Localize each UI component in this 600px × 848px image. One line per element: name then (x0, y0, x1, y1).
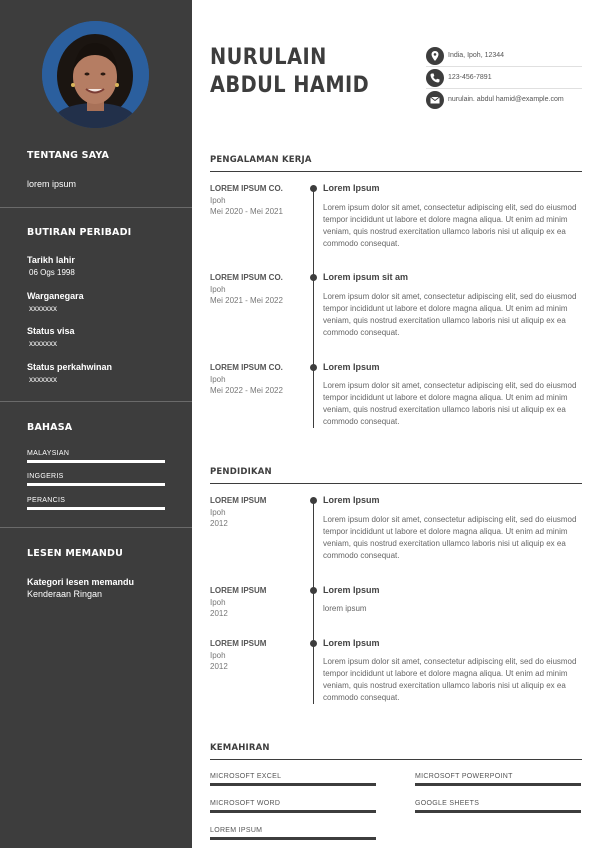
experience-description: Lorem ipsum dolor sit amet, consectetur adipiscing elit, sed do eiusmod tempor incididunt ut labore et dolore magna aliqua. Ut enim ad minim veniam, quis nostrud exercitation ullamco laboris nisi ut aliquip ex ea commodo consequat. (323, 292, 577, 337)
language-label: PERANCIS (27, 497, 66, 504)
visa-status-value: xxxxxxx (29, 339, 57, 348)
education-city: Ipoh (210, 598, 226, 607)
education-city: Ipoh (210, 651, 226, 660)
visa-status-label: Status visa (27, 326, 75, 336)
education-title: PENDIDIKAN (210, 467, 272, 477)
language-label: MALAYSIAN (27, 450, 70, 457)
experience-dates: Mei 2021 - Mei 2022 (210, 296, 283, 305)
email-text: nurulain. abdul hamid@example.com (448, 96, 564, 103)
divider (0, 527, 192, 528)
education-degree: Lorem Ipsum (323, 585, 380, 595)
language-level-bar (27, 507, 165, 510)
birth-date-label: Tarikh lahir (27, 255, 75, 265)
email-icon (426, 91, 444, 109)
skill-label: GOOGLE SHEETS (415, 800, 480, 807)
skill-level-bar (210, 783, 376, 786)
section-divider (210, 759, 582, 760)
timeline-dot (310, 587, 317, 594)
skill-level-bar (415, 810, 581, 813)
experience-role: Lorem Ipsum (323, 362, 380, 372)
experience-org: LOREM IPSUM CO. (210, 363, 283, 372)
birth-date-value: 06 Ogs 1998 (29, 268, 75, 277)
experience-role: Lorem Ipsum (323, 183, 380, 193)
experience-description: Lorem ipsum dolor sit amet, consectetur adipiscing elit, sed do eiusmod tempor incididunt ut labore et dolore magna aliqua. Ut enim ad minim veniam, quis nostrud exercitation ullamco laboris nisi ut aliquip ex ea commodo consequat. (323, 203, 577, 248)
experience-dates: Mei 2020 - Mei 2021 (210, 207, 283, 216)
driving-license-title: LESEN MEMANDU (27, 548, 124, 559)
license-category-label: Kategori lesen memandu (27, 577, 135, 587)
skill-label: MICROSOFT WORD (210, 800, 281, 807)
education-school: LOREM IPSUM (210, 639, 267, 648)
education-year: 2012 (210, 519, 228, 528)
education-degree: Lorem Ipsum (323, 495, 380, 505)
skill-level-bar (210, 837, 376, 840)
marital-status-value: xxxxxxx (29, 375, 57, 384)
about-text: lorem ipsum (27, 179, 77, 189)
experience-city: Ipoh (210, 196, 226, 205)
location-icon (426, 47, 444, 65)
marital-status-label: Status perkahwinan (27, 362, 113, 372)
experience-city: Ipoh (210, 375, 226, 384)
profile-photo (42, 21, 149, 128)
section-divider (210, 483, 582, 484)
phone-icon (426, 69, 444, 87)
divider (426, 88, 582, 89)
experience-dates: Mei 2022 - Mei 2022 (210, 386, 283, 395)
experience-org: LOREM IPSUM CO. (210, 273, 283, 282)
about-title: TENTANG SAYA (27, 150, 110, 161)
experience-role: Lorem ipsum sit am (323, 272, 409, 282)
address-text: India, Ipoh, 12344 (448, 52, 505, 59)
education-city: Ipoh (210, 508, 226, 517)
education-description: Lorem ipsum dolor sit amet, consectetur adipiscing elit, sed do eiusmod tempor incididunt ut labore et dolore magna aliqua. Ut enim ad minim veniam, quis nostrud exercitation ullamco laboris nisi ut aliquip ex ea commodo consequat. (323, 657, 577, 702)
skill-label: MICROSOFT EXCEL (210, 773, 282, 780)
education-year: 2012 (210, 662, 228, 671)
experience-city: Ipoh (210, 285, 226, 294)
skills-title: KEMAHIRAN (210, 743, 270, 753)
language-level-bar (27, 460, 165, 463)
education-year: 2012 (210, 609, 228, 618)
education-description: lorem ipsum (323, 604, 367, 613)
education-degree: Lorem Ipsum (323, 638, 380, 648)
education-description: Lorem ipsum dolor sit amet, consectetur adipiscing elit, sed do eiusmod tempor incididunt ut labore et dolore magna aliqua. Ut enim ad minim veniam, quis nostrud exercitation ullamco laboris nisi ut aliquip ex ea commodo consequat. (323, 515, 577, 560)
candidate-name (210, 44, 369, 100)
section-divider (210, 171, 582, 172)
timeline-dot (310, 497, 317, 504)
divider (0, 207, 192, 208)
last-name: ABDUL HAMID (210, 73, 370, 98)
experience-org: LOREM IPSUM CO. (210, 184, 283, 193)
divider (0, 401, 192, 402)
timeline-dot (310, 185, 317, 192)
education-school: LOREM IPSUM (210, 496, 267, 505)
language-label: INGGERIS (27, 473, 64, 480)
timeline-dot (310, 274, 317, 281)
language-level-bar (27, 483, 165, 486)
timeline-dot (310, 640, 317, 647)
nationality-value: xxxxxxx (29, 304, 57, 313)
personal-details-title: BUTIRAN PERIBADI (27, 227, 132, 238)
experience-description: Lorem ipsum dolor sit amet, consectetur adipiscing elit, sed do eiusmod tempor incididunt ut labore et dolore magna aliqua. Ut enim ad minim veniam, quis nostrud exercitation ullamco laboris nisi ut aliquip ex ea commodo consequat. (323, 381, 577, 426)
nationality-label: Warganegara (27, 291, 84, 301)
phone-text: 123-456-7891 (448, 74, 492, 81)
skill-label: LOREM IPSUM (210, 827, 263, 834)
skill-label: MICROSOFT POWERPOINT (415, 773, 513, 780)
education-school: LOREM IPSUM (210, 586, 267, 595)
divider (426, 66, 582, 67)
experience-title: PENGALAMAN KERJA (210, 155, 312, 165)
timeline-dot (310, 364, 317, 371)
education-timeline (313, 500, 314, 704)
languages-title: BAHASA (27, 422, 73, 433)
sidebar (0, 0, 192, 848)
skill-level-bar (415, 783, 581, 786)
experience-timeline (313, 188, 314, 428)
first-name: NURULAIN (210, 45, 327, 70)
license-category-value: Kenderaan Ringan (27, 589, 103, 599)
skill-level-bar (210, 810, 376, 813)
